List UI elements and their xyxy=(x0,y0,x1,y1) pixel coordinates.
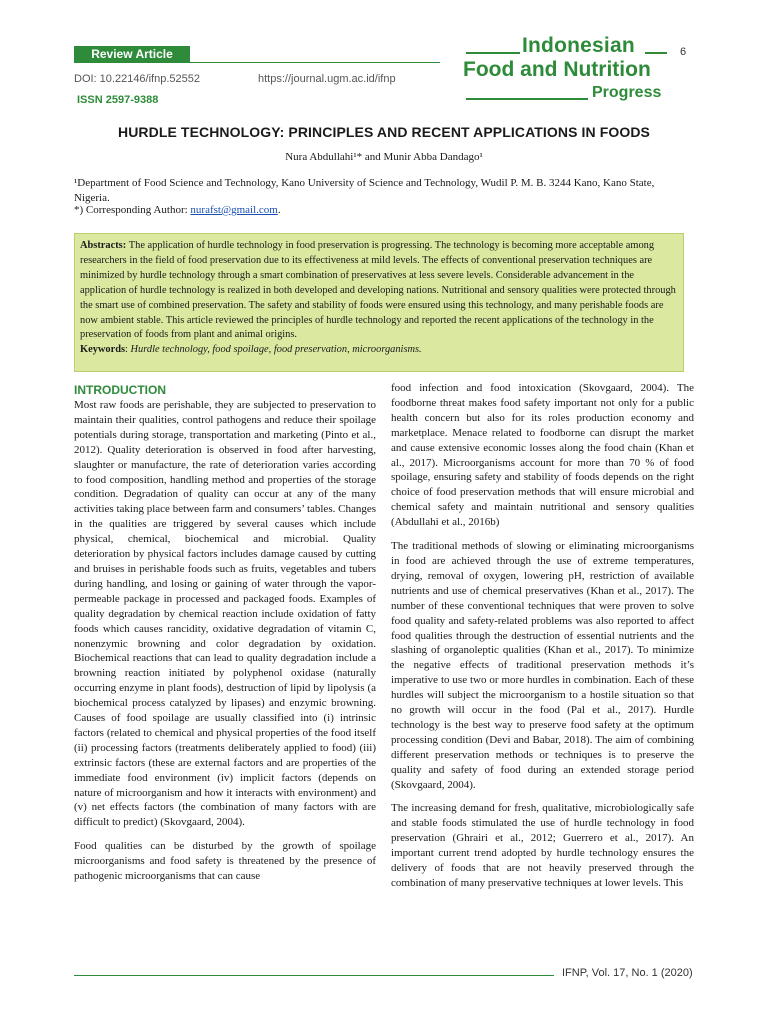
body-paragraph: food infection and food intoxication (Skovgaard, 2004). The foodborne threat makes food safety important not only for a public health concern but also for its roles production economy and marketplace. Menace related to foodborne can disrupt the market and cause extensive economic losses along the food chain (Khan et al., 2017). Microorganisms account for more than 70 % of food spoilage, ensuring safety and stability of foods depends on the right choice of food preservation methods that will ensure microbial and chemical safety and maintain nutritional and sensory qualities (Abdullahi et al., 2016b) xyxy=(391,382,694,529)
logo-rule-right xyxy=(645,52,667,54)
header-divider xyxy=(190,62,440,63)
body-paragraph: Food qualities can be disturbed by the growth of spoilage microorganisms and food safety is threatened by the presence of pathogenic microorganisms that can cause xyxy=(74,840,376,883)
body-paragraph: Most raw foods are perishable, they are subjected to preservation to maintain their qualities, control pathogens and reduce their spoilage potentials during storage, transportation and marketing (Pinto et al., 2012). Quality deterioration is observed in food after harvesting, slaughter or manufacture, the rate of deterioration varies according to food composition, handling method and properties of the storage condition. Degradation of quality can occur at any of the many activities taking place between farm and consumers’ tables. Changes in the qualities are triggered by several causes which include physical, chemical, biochemical and microbial. Quality deterioration by physical factors includes damage caused by cutting and bruises in perishable foods such as fruits, vegetables and tubers during handling, and losing or gaining of water through the vapor-permeable package in processed and packaged foods. Examples of quality degradation by chemical reaction include oxidation of fatty foods which causes rancidity, oxidative degradation of vitamin C, nonenzymic browning and color degradation by oxidation. Biochemical reactions that can lead to quality degradation include a browning reaction initiated by polyphenol oxidase (naturally occurring enzyme in plant foods), destruction of lipid by lipolysis (a biochemical process catalyzed by lipases) and enzymic browning. Causes of food spoilage are usually classified into (i) intrinsic factors (related to chemical and physical properties of the food itself (ii) processing factors (treatments deliberately applied to food) (iii) extrinsic factors (these are external factors and are properties of the immediate food environment (iv) implicit factors (depends on nature of microorganism and how it interacts with environment) and (v) net effects factors (the combination of many factors with are difficult to predict) (Skovgaard, 2004). xyxy=(74,399,376,829)
corresponding-email-link[interactable]: nurafst@gmail.com xyxy=(190,204,278,216)
author-list: Nura Abdullahi¹* and Munir Abba Dandago¹ xyxy=(285,151,483,163)
keywords-text: Hurdle technology, food spoilage, food preservation, microorganisms. xyxy=(130,344,422,356)
abstract-box xyxy=(74,233,684,372)
corresponding-end: . xyxy=(277,204,281,216)
journal-logo-line3: Progress xyxy=(592,84,662,101)
right-column xyxy=(391,381,694,900)
footer-divider xyxy=(74,975,554,976)
journal-url-link[interactable]: https://journal.ugm.ac.id/ifnp xyxy=(258,73,396,85)
corresponding-author xyxy=(74,204,281,216)
introduction-heading: INTRODUCTION xyxy=(74,383,166,397)
doi-text[interactable]: DOI: 10.22146/ifnp.52552 xyxy=(74,73,200,85)
abstract-text: The application of hurdle technology in food preservation is progressing. The technology is becoming more acceptable among researchers in the field of food preservation due to its effectiveness at mild levels. The effects of conventional preservation techniques are minimized by hurdle technology through a smart combination of preservatives at less severe levels. Considerable advancement in the application of hurdle technology is realized in both developed and developing nations. Nutritional and sensory qualities were protected through the smart use of combined preservation. The safety and stability of foods were ensured using this technology, and many perishable foods are now ambient stable. This article reviewed the principles of hurdle technology and reported the recent applications of the technology in the preservation of foods from plant and animal origins. xyxy=(80,240,676,341)
affiliation: ¹Department of Food Science and Technology, Kano University of Science and Technology, Wudil P. M. B. 3244 Kano, Kano State, Nigeria. xyxy=(74,177,655,204)
logo-rule-left xyxy=(466,52,520,54)
body-paragraph: The increasing demand for fresh, qualitative, microbiologically safe and stable foods stimulated the use of hurdle technology in food preservation (Ghrairi et al., 2012; Guerrero et al., 2017). An important current trend adopted by hurdle technology ensures the delivery of foods that are not heavily preserved through the combination of many preservative techniques at lower levels. This xyxy=(391,802,694,889)
corresponding-label: *) Corresponding Author: xyxy=(74,204,191,216)
left-column xyxy=(74,398,376,893)
issn-text: ISSN 2597-9388 xyxy=(77,94,159,106)
keywords-label: Keywords xyxy=(80,344,126,356)
footer-citation: IFNP, Vol. 17, No. 1 (2020) xyxy=(562,967,693,979)
keywords-line: Keywords: Hurdle technology, food spoilage, food preservation, microorganisms. xyxy=(80,344,422,356)
body-paragraph: The traditional methods of slowing or eliminating microorganisms in food are achieved through the use of extreme temperatures, drying, removal of oxygen, lowering pH, restriction of available nutrients and use of chemical preservatives (Khan et al., 2017). The number of these conventional techniques that were proven to solve food quality and safety-related problems was also reported to affect food qualities through the destruction of essential nutrients and the slashing of organoleptic qualities (Khan et al., 2017). To minimize the negative effects of traditional preservation methods it’s imperative to use two or more hurdles in combination. Each of these hurdles will subject the microorganism to a hostile situation so that no growth will occur in the food (Pal et al., 2017). Hurdle technology is the best way to preserve food safety at the optimum processing condition (Devi and Babar, 2018). The aim of combining different preservation methods or techniques is to preserve the quality and safety of food during an extended storage period (Skovgaard, 2004). xyxy=(391,540,694,791)
article-title: HURDLE TECHNOLOGY: PRINCIPLES AND RECENT APPLICATIONS IN FOODS xyxy=(118,124,650,140)
journal-logo-line2: Food and Nutrition xyxy=(463,58,651,81)
page-number: 6 xyxy=(680,46,687,58)
journal-logo-line1: Indonesian xyxy=(522,34,635,57)
logo-rule-bottom xyxy=(466,98,588,100)
article-type-badge: Review Article xyxy=(74,46,190,63)
abstract-label: Abstracts: xyxy=(80,240,129,251)
abstract-paragraph xyxy=(80,239,678,343)
